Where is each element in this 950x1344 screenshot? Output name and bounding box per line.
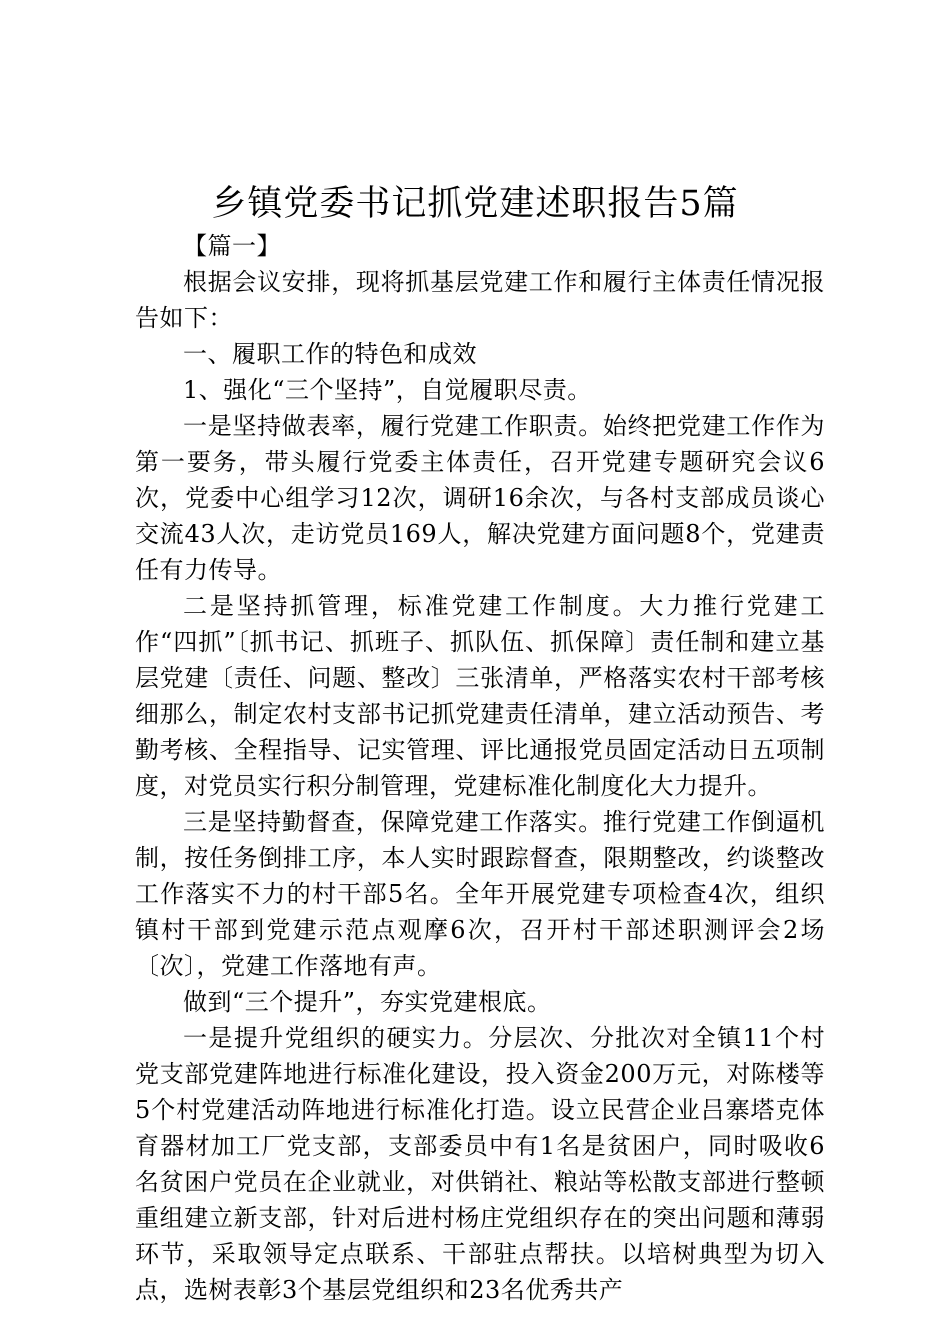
- paragraph: 一是提升党组织的硬实力。分层次、分批次对全镇11个村党支部党建阵地进行标准化建设，投入资金200万元，对陈楼等5个村党建活动阵地进行标准化打造。设立民营企业吕寨塔克体育器材加工厂党支部，支部委员中有1名是贫困户，同时吸收6名贫困户党员在企业就业，对供销社、粮站等松散支部进行整顿重组建立新支部，针对后进村杨庄党组织存在的突出问题和薄弱环节，采取领导定点联系、干部驻点帮扶。以培树典型为切入点，选树表彰3个基层党组织和23名优秀共产: [135, 1024, 825, 1304]
- document-title: 乡镇党委书记抓党建述职报告5篇: [211, 184, 739, 225]
- paragraph: 根据会议安排，现将抓基层党建工作和履行主体责任情况报告如下：: [135, 268, 825, 332]
- paragraph: 一是坚持做表率，履行党建工作职责。始终把党建工作作为第一要务，带头履行党委主体责任，召开党建专题研究会议6次，党委中心组学习12次，调研16余次，与各村支部成员谈心交流43人次，走访党员169人，解决党建方面问题8个，党建责任有力传导。: [135, 412, 825, 584]
- section-heading: 【篇一】: [183, 232, 281, 260]
- paragraph: 一、履职工作的特色和成效: [183, 340, 477, 368]
- paragraph: 做到“三个提升”，夯实党建根底。: [183, 988, 552, 1016]
- paragraph: 三是坚持勤督查，保障党建工作落实。推行党建工作倒逼机制，按任务倒排工序，本人实时跟踪督查，限期整改，约谈整改工作落实不力的村干部5名。全年开展党建专项检查4次，组织镇村干部到党建示范点观摩6次，召开村干部述职测评会2场〔次〕，党建工作落地有声。: [135, 808, 825, 980]
- document-body: [135, 228, 825, 1308]
- paragraph: 1、强化“三个坚持”，自觉履职尽责。: [183, 376, 592, 404]
- paragraph: 二是坚持抓管理，标准党建工作制度。大力推行党建工作“四抓”〔抓书记、抓班子、抓队伍、抓保障〕责任制和建立基层党建〔责任、问题、整改〕三张清单，严格落实农村干部考核细那么，制定农村支部书记抓党建责任清单，建立活动预告、考勤考核、全程指导、记实管理、评比通报党员固定活动日五项制度，对党员实行积分制管理，党建标准化制度化大力提升。: [135, 592, 825, 800]
